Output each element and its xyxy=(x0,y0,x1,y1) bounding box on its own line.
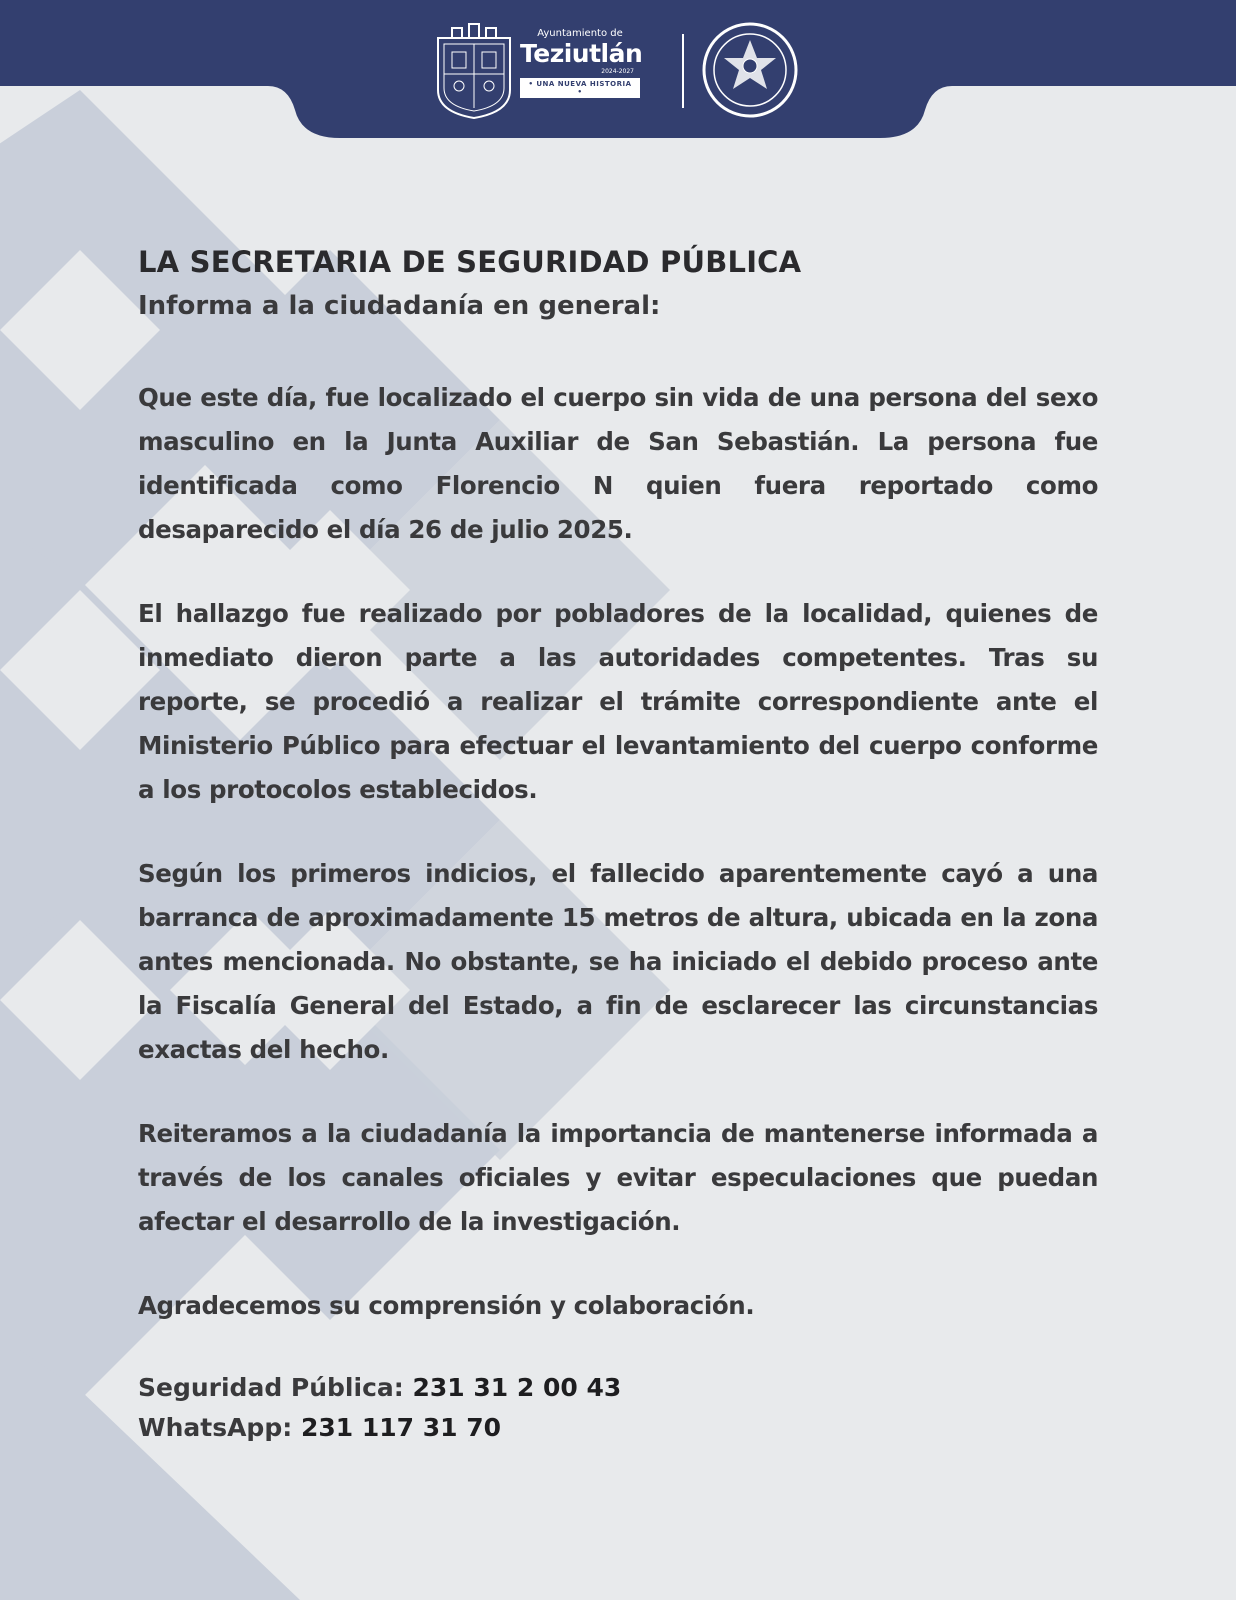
logo-slogan: • UNA NUEVA HISTORIA • xyxy=(520,78,640,98)
statement-body xyxy=(138,240,1098,1448)
paragraph-4: Reiteramos a la ciudadanía la importancia de mantenerse informada a través de los canales oficiales y evitar especulaciones que puedan afectar el desarrollo de la investigación. xyxy=(138,1119,1098,1236)
contact-whatsapp xyxy=(138,1408,1098,1448)
contact-whatsapp-label: WhatsApp: xyxy=(138,1413,293,1442)
logo-municipality-name: Teziutlán xyxy=(520,39,643,68)
paragraph-3: Según los primeros indicios, el fallecido aparentemente cayó a una barranca de aproximadamente 15 metros de altura, ubicada en la zona antes mencionada. No obstante, se ha iniciado el debido proceso ante la Fiscalía General del Estado, a fin de esclarecer las circunstancias exactas del hecho. xyxy=(138,859,1098,1064)
contact-security-label: Seguridad Pública: xyxy=(138,1373,404,1402)
contact-whatsapp-number: 231 117 31 70 xyxy=(300,1413,501,1442)
contact-security xyxy=(138,1368,1098,1408)
header-banner xyxy=(0,0,1236,140)
closing-line: Agradecemos su comprensión y colaboración. xyxy=(138,1291,755,1320)
logo-term-years: 2024-2027 xyxy=(601,68,634,75)
contact-security-number: 231 31 2 00 43 xyxy=(412,1373,622,1402)
paragraph-1: Que este día, fue localizado el cuerpo sin vida de una persona del sexo masculino en la Junta Auxiliar de San Sebastián. La persona fue identificada como Florencio N quien fuera reportado como desaparecido el día 26 de julio 2025. xyxy=(138,383,1098,544)
teziutlan-logo xyxy=(520,28,643,98)
logo-divider xyxy=(682,34,684,108)
logo-municipality-small: Ayuntamiento de xyxy=(537,28,623,39)
statement-subheadline: Informa a la ciudadanía en general: xyxy=(138,291,661,321)
paragraph-2: El hallazgo fue realizado por pobladores de la localidad, quienes de inmediato dieron parte a las autoridades competentes. Tras su reporte, se procedió a realizar el trámite correspondiente ante el Ministerio Público para efectuar el levantamiento del cuerpo conforme a los protocolos establecidos. xyxy=(138,599,1098,804)
statement-headline: LA SECRETARIA DE SEGURIDAD PÚBLICA xyxy=(138,245,802,279)
